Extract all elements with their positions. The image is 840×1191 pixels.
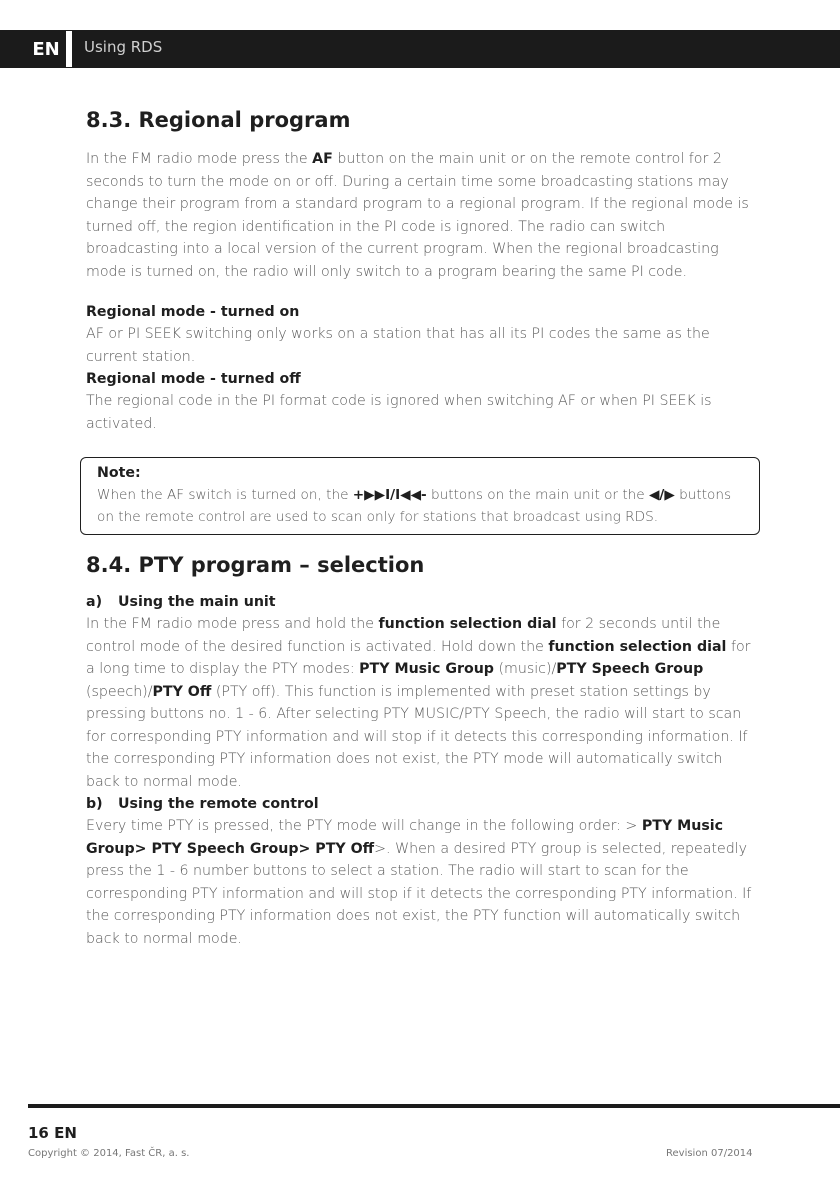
copyright: Copyright © 2014, Fast ČR, a. s. xyxy=(28,1148,190,1159)
text-run: buttons on the remote control are used to scan only for stations that broadcast using RDS. xyxy=(97,487,732,525)
skip-buttons-icon: +▶▶I/I◀◀- xyxy=(352,487,427,503)
footer-rule xyxy=(28,1104,840,1108)
af-button-label: AF xyxy=(312,151,333,167)
main-unit-paragraph xyxy=(86,613,758,793)
note-box xyxy=(80,457,760,535)
note-text xyxy=(97,484,749,528)
text-run: (speech)/ xyxy=(86,683,153,700)
note-title: Note: xyxy=(97,465,141,481)
regional-on-heading: Regional mode - turned on xyxy=(86,304,300,320)
section-title-regional: 8.3. Regional program xyxy=(86,108,351,132)
bold-term: PTY Music Group> PTY Speech Group> PTY Off xyxy=(86,818,724,857)
heading-text: Using the remote control xyxy=(118,796,319,812)
text-run: for a long time to display the PTY modes: xyxy=(86,638,751,677)
text-run: for 2 seconds until the control mode of the desired function is activated. Hold down the xyxy=(86,616,721,655)
remote-control-paragraph xyxy=(86,815,758,950)
item-label: a) xyxy=(86,594,103,610)
bold-term: PTY Music Group xyxy=(359,661,494,677)
remote-control-heading xyxy=(86,793,758,815)
text-run: In the FM radio mode press the xyxy=(86,151,313,167)
text-run: Every time PTY is pressed, the PTY mode will change in the following order: > xyxy=(86,818,642,834)
text-run: (music)/ xyxy=(493,661,557,677)
section-title-pty: 8.4. PTY program – selection xyxy=(86,553,425,577)
section-label: Using RDS xyxy=(84,38,163,56)
page-number: 16 EN xyxy=(28,1124,77,1142)
regional-on-text: AF or PI SEEK switching only works on a station that has all its PI codes the same as the current station. xyxy=(86,326,710,365)
text-run: buttons on the main unit or the xyxy=(426,487,649,503)
regional-off-heading: Regional mode - turned off xyxy=(86,371,301,387)
heading-text: Using the main unit xyxy=(118,594,276,610)
language-badge: EN xyxy=(26,31,72,67)
bold-term: PTY Speech Group xyxy=(556,661,704,677)
regional-off-text: The regional code in the PI format code is ignored when switching AF or when PI SEEK is activated. xyxy=(86,393,712,432)
text-run: (PTY off). This function is implemented with preset station settings by pressing buttons no. 1 - 6. After selecting PTY MUSIC/PTY Speech, the radio will start to scan for corresponding PTY information and will stop if it detects this corresponding information. If the corresponding PTY information does not exist, the PTY mode will automatically switch back to normal mode. xyxy=(86,683,748,790)
bold-term: function selection dial xyxy=(378,616,557,632)
main-unit-heading xyxy=(86,591,758,613)
item-label: b) xyxy=(86,796,103,812)
regional-paragraph xyxy=(86,148,758,283)
text-run: button on the main unit or on the remote control for 2 seconds to turn the mode on or off. During a certain time some broadcasting stations may change their program from a standard program to a regional program. If the regional mode is turned off, the region identification in the PI code is ignored. The radio can switch broadcasting into a local version of the current program. When the regional broadcasting mode is turned on, the radio will only switch to a program bearing the same PI code. xyxy=(86,151,749,280)
text-run: >. When a desired PTY group is selected, repeatedly press the 1 - 6 number buttons to select a station. The radio will start to scan for the corresponding PTY information and will stop if it detects the corresponding PTY information. If the corresponding PTY information does not exist, the PTY function will automatically switch back to normal mode. xyxy=(86,840,752,947)
text-run: When the AF switch is turned on, the xyxy=(97,487,353,503)
bold-term: PTY Off xyxy=(152,683,212,700)
revision: Revision 07/2014 xyxy=(666,1148,753,1159)
text-run: In the FM radio mode press and hold the xyxy=(86,616,379,632)
page-content xyxy=(86,108,758,950)
arrow-buttons-icon: ◀/▶ xyxy=(648,487,675,503)
bold-term: function selection dial xyxy=(548,638,727,655)
